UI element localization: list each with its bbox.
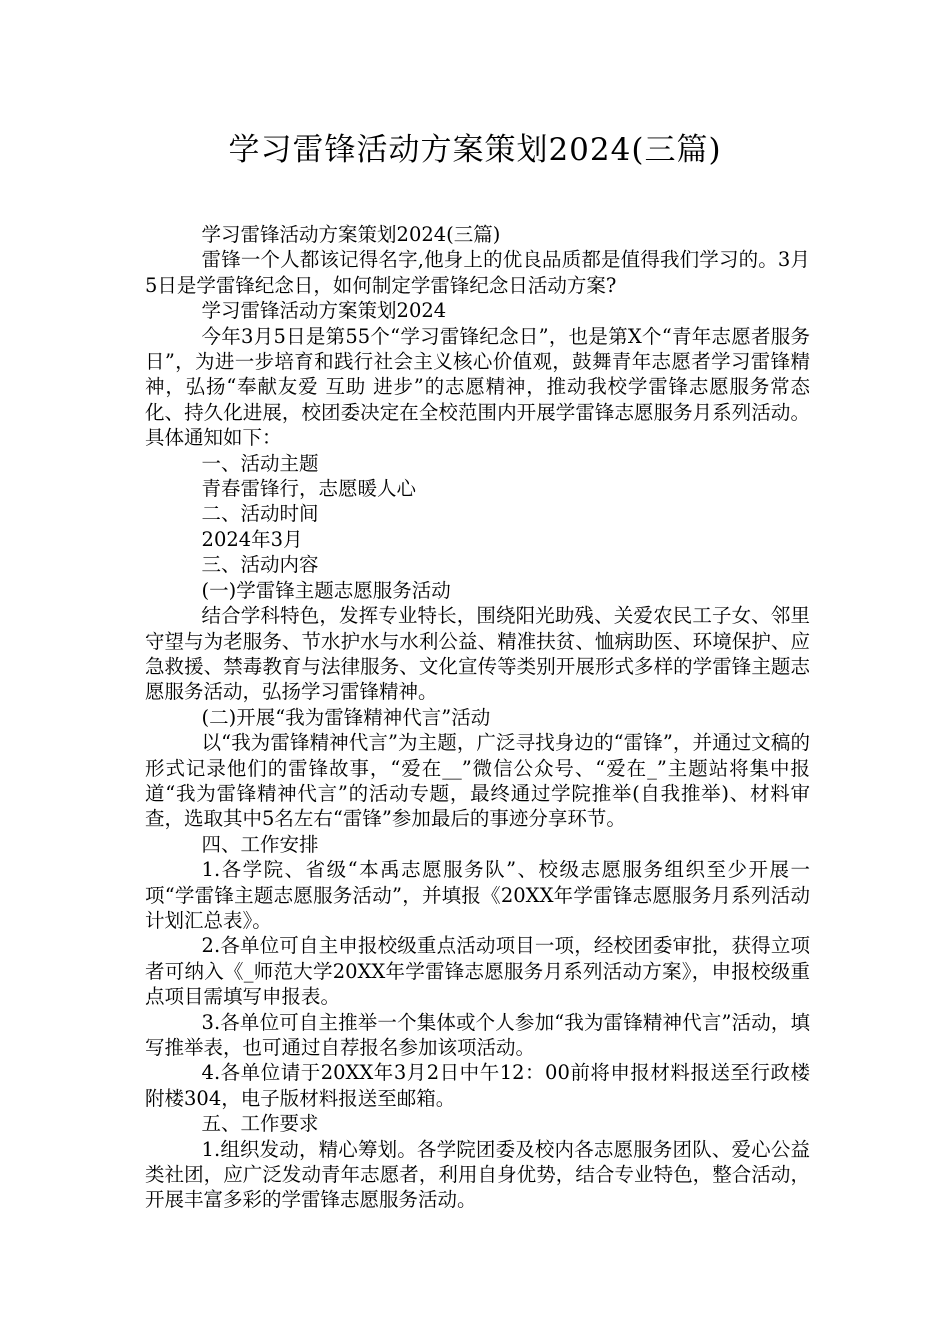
paragraph-theme: 青春雷锋行，志愿暖人心 — [201, 477, 417, 501]
paragraph-subtitle: 学习雷锋活动方案策划2024(三篇) — [201, 223, 501, 246]
section-heading-content: 三、活动内容 — [201, 553, 319, 577]
paragraph-background: 今年3月5日是第55个“学习雷锋纪念日”，也是第X个“青年志愿者服务日”，为进一步培育和践行社会主义核心价值观，鼓舞青年志愿者学习雷锋精神，弘扬“奉献友爱 互助 进步”的志愿精神，推动我校学雷锋志愿服务常态化、持久化进展，校团委决定在全校范围内开展学雷锋志愿服务月系列活动。具体通知如下： — [145, 324, 810, 450]
paragraph-requirement-1: 1.组织发动，精心筹划。各学院团委及校内各志愿服务团队、爱心公益类社团，应广泛发动青年志愿者，利用自身优势，结合专业特色，整合活动，开展丰富多彩的学雷锋志愿服务活动。 — [145, 1137, 810, 1212]
paragraph-arrangement-1: 1.各学院、省级“本禹志愿服务队”、校级志愿服务组织至少开展一项“学雷锋主题志愿服务活动”，并填报《20XX年学雷锋志愿服务月系列活动计划汇总表》。 — [145, 858, 810, 932]
section-heading-theme: 一、活动主题 — [201, 451, 319, 475]
paragraph-arrangement-4: 4.各单位请于20XX年3月2日中午12：00前将申报材料报送至行政楼附楼304，电子版材料报送至邮箱。 — [145, 1061, 810, 1110]
subsection-heading-2: (二)开展“我为雷锋精神代言”活动 — [201, 705, 491, 729]
section-heading-requirements: 五、工作要求 — [201, 1112, 319, 1136]
paragraph-arrangement-3: 3.各单位可自主推举一个集体或个人参加“我为雷锋精神代言”活动，填写推举表，也可通过自荐报名参加该项活动。 — [145, 1010, 810, 1059]
document-body — [145, 222, 810, 1213]
paragraph-plan-title: 学习雷锋活动方案策划2024 — [201, 299, 447, 323]
paragraph-content-2: 以“我为雷锋精神代言”为主题，广泛寻找身边的“雷锋”，并通过文稿的形式记录他们的雷锋故事，“爱在__”微信公众号、“爱在_”主题站将集中报道“我为雷锋精神代言”的活动专题，最终通过学院推举(自我推举)、材料审查，选取其中5名左右“雷锋”参加最后的事迹分享环节。 — [145, 731, 810, 831]
section-heading-time: 二、活动时间 — [201, 502, 319, 526]
paragraph-intro: 雷锋一个人都该记得名字,他身上的优良品质都是值得我们学习的。3月5日是学雷锋纪念日，如何制定学雷锋纪念日活动方案? — [145, 248, 810, 297]
paragraph-time: 2024年3月 — [201, 527, 303, 551]
section-heading-arrangement: 四、工作安排 — [201, 832, 319, 856]
paragraph-arrangement-2: 2.各单位可自主申报校级重点活动项目一项，经校团委审批，获得立项者可纳入《_师范大学20XX年学雷锋志愿服务月系列活动方案》，申报校级重点项目需填写申报表。 — [145, 934, 810, 1009]
subsection-heading-1: (一)学雷锋主题志愿服务活动 — [201, 578, 451, 602]
paragraph-content-1: 结合学科特色，发挥专业特长，围绕阳光助残、关爱农民工子女、邻里守望与为老服务、节水护水与水利公益、精准扶贫、恤病助医、环境保护、应急救援、禁毒教育与法律服务、文化宣传等类别开展形式多样的学雷锋主题志愿服务活动，弘扬学习雷锋精神。 — [145, 604, 810, 704]
document-title: 学习雷锋活动方案策划2024(三篇) — [228, 132, 722, 168]
